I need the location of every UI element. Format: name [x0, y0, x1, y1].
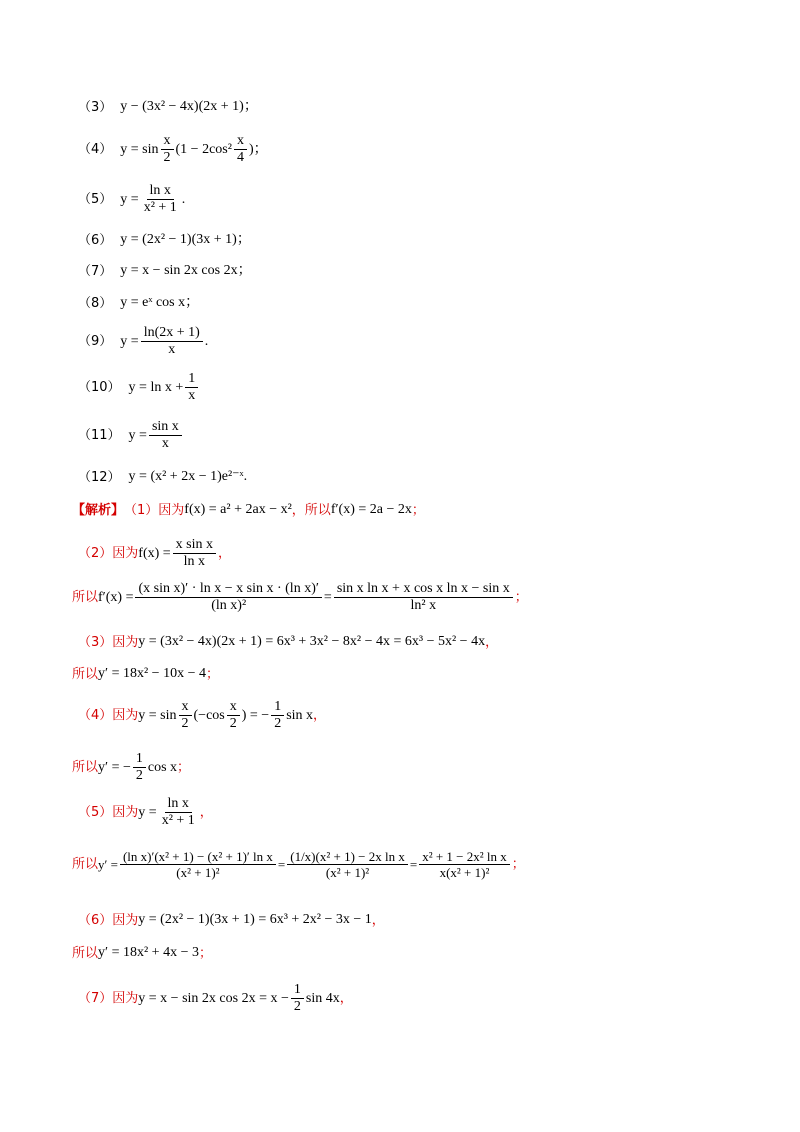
equals: = [277, 857, 286, 872]
fraction [133, 752, 146, 783]
punctuation: ， [218, 546, 232, 561]
problem-number: （5） [78, 192, 113, 207]
problem-expression: y − (3x² − 4x)(2x + 1)； [120, 99, 258, 114]
fraction [271, 700, 284, 731]
solution-2-result [72, 582, 528, 613]
step-label: （7）因为 [78, 991, 139, 1006]
expression-prefix: y′ = − [98, 759, 131, 775]
equals: = [323, 589, 332, 605]
denominator: 4 [236, 150, 244, 165]
numerator: (x sin x)′ · ln x − x sin x · (ln x)′ [135, 582, 321, 598]
punctuation: ； [514, 590, 528, 605]
solution-4 [78, 700, 326, 731]
fraction [287, 850, 408, 879]
denominator: 2 [181, 716, 189, 731]
expression-suffix: cos x [147, 759, 178, 775]
connector: 所以 [72, 945, 99, 961]
expression-prefix: y = [128, 427, 147, 443]
connector: 所以 [72, 666, 99, 682]
step-label: （3）因为 [78, 634, 139, 650]
problem-expression: y = (2x² − 1)(3x + 1)； [120, 232, 251, 247]
punctuation: ； [205, 666, 219, 682]
problem-12 [78, 470, 247, 484]
numerator: x [179, 700, 192, 716]
denominator: 2 [229, 716, 237, 731]
punctuation: ， [313, 708, 327, 723]
numerator: ln x [165, 797, 192, 813]
expansion: y = x − sin 2x cos 2x = x − [138, 990, 289, 1006]
problem-6 [78, 233, 251, 247]
problem-number: （3） [78, 99, 113, 115]
problem-9 [78, 326, 208, 357]
fraction [120, 850, 276, 879]
problem-number: （8） [78, 295, 113, 311]
problem-3 [78, 100, 258, 114]
expression-middle: (1 − 2cos² [175, 141, 232, 157]
numerator: x² + 1 − 2x² ln x [419, 850, 510, 865]
denominator: ln² x [410, 598, 437, 613]
solution-7 [78, 983, 353, 1014]
numerator: x [161, 134, 174, 150]
problem-number: （11） [78, 428, 121, 443]
denominator: x [168, 342, 176, 357]
punctuation: ， [339, 991, 353, 1006]
fraction [419, 850, 510, 879]
problem-number: （12） [78, 469, 121, 485]
denominator: x [161, 436, 169, 451]
numerator: sin x [149, 420, 182, 436]
expression-middle: (−cos [193, 707, 225, 723]
derivative: f′(x) = 2a − 2x [330, 502, 412, 517]
step-label: （6）因为 [78, 912, 139, 928]
fraction [135, 582, 321, 613]
fraction [141, 184, 180, 215]
solution-3-result [72, 667, 219, 681]
problem-number: （7） [78, 263, 113, 279]
problem-7 [78, 264, 252, 278]
expansion: y = (3x² − 4x)(2x + 1) = 6x³ + 3x² − 8x² − 4x = 6x³ − 5x² − 4x [138, 634, 486, 649]
expression-prefix: y′ = [98, 857, 118, 872]
denominator: (ln x)² [211, 598, 247, 613]
step-label: （2）因为 [78, 546, 139, 561]
numerator: 1 [133, 752, 146, 768]
numerator: ln x [147, 184, 174, 200]
expression-middle: ) = − [241, 707, 270, 723]
numerator: ln(2x + 1) [141, 326, 203, 342]
denominator: (x² + 1)² [176, 865, 220, 880]
derivative: y′ = 18x² + 4x − 3 [98, 945, 199, 960]
fraction [179, 700, 192, 731]
given-function: f(x) = a² + 2ax − x² [184, 502, 292, 517]
fraction [227, 700, 240, 731]
expression-suffix: sin 4x [305, 990, 340, 1006]
fraction [291, 983, 304, 1014]
step-label: （5）因为 [78, 805, 139, 820]
connector: ，所以 [291, 502, 331, 518]
step-label: （4）因为 [78, 708, 139, 723]
problem-4 [78, 134, 268, 165]
expression-prefix: y = [120, 333, 139, 349]
step-label: （1）因为 [124, 502, 185, 518]
expression-prefix: f(x) = [138, 545, 171, 561]
numerator: sin x ln x + x cos x ln x − sin x [334, 582, 513, 598]
numerator: 1 [185, 372, 198, 388]
fraction [161, 134, 174, 165]
solution-6 [78, 913, 385, 927]
denominator: 2 [293, 999, 301, 1014]
problem-11 [78, 420, 184, 451]
problem-number: （6） [78, 232, 113, 248]
fraction [185, 372, 198, 403]
problem-expression: y = x − sin 2x cos 2x； [120, 263, 252, 278]
solution-5-result [72, 850, 525, 879]
fraction [149, 420, 182, 451]
punctuation: ； [511, 857, 525, 872]
expansion: y = (2x² − 1)(3x + 1) = 6x³ + 2x² − 3x − 1 [138, 912, 372, 927]
derivative: y′ = 18x² − 10x − 4 [98, 666, 206, 681]
denominator: x² + 1 [161, 813, 195, 828]
solution-6-result [72, 946, 212, 960]
problem-5 [78, 184, 185, 215]
equals: = [409, 857, 418, 872]
expression-suffix: . [204, 333, 209, 349]
solution-5 [78, 797, 213, 828]
denominator: 2 [274, 716, 282, 731]
punctuation: ； [177, 760, 191, 775]
problem-10 [78, 372, 200, 403]
numerator: 1 [291, 983, 304, 999]
solution-2 [78, 538, 231, 569]
numerator: (1/x)(x² + 1) − 2x ln x [287, 850, 408, 865]
connector: 所以 [72, 857, 99, 872]
punctuation: ； [411, 502, 425, 518]
expression-suffix: )； [248, 141, 268, 157]
connector: 所以 [72, 760, 99, 775]
fraction [234, 134, 247, 165]
punctuation: ， [485, 634, 499, 650]
fraction [141, 326, 203, 357]
solution-1 [72, 503, 425, 517]
denominator: ln x [183, 554, 206, 569]
solution-3 [78, 635, 498, 649]
problem-expression: y = eˣ cos x； [120, 295, 200, 310]
punctuation: ， [199, 805, 213, 820]
expression-prefix: y = sin [138, 707, 177, 723]
solution-label: 【解析】 [72, 502, 125, 518]
numerator: x [234, 134, 247, 150]
denominator: x [188, 388, 196, 403]
expression-prefix: y = ln x + [128, 379, 184, 395]
expression-prefix: y = sin [120, 141, 159, 157]
problem-expression: y = (x² + 2x − 1)e²⁻ˣ. [128, 469, 248, 484]
fraction [334, 582, 513, 613]
denominator: x² + 1 [143, 200, 177, 215]
punctuation: ； [198, 945, 212, 961]
expression-prefix: f′(x) = [98, 589, 134, 605]
expression-suffix: . [181, 191, 186, 207]
numerator: (ln x)′(x² + 1) − (x² + 1)′ ln x [120, 850, 276, 865]
numerator: x [227, 700, 240, 716]
problem-number: （9） [78, 334, 113, 349]
numerator: 1 [271, 700, 284, 716]
fraction [159, 797, 198, 828]
numerator: x sin x [173, 538, 216, 554]
fraction [173, 538, 216, 569]
expression-prefix: y = [138, 804, 157, 820]
expression-suffix: sin x [286, 707, 314, 723]
denominator: x(x² + 1)² [439, 865, 490, 880]
denominator: 2 [135, 768, 143, 783]
solution-4-result [72, 752, 190, 783]
connector: 所以 [72, 590, 99, 605]
problem-8 [78, 296, 199, 310]
problem-number: （4） [78, 142, 113, 157]
problem-number: （10） [78, 380, 121, 395]
punctuation: ， [371, 912, 385, 928]
denominator: 2 [163, 150, 171, 165]
denominator: (x² + 1)² [325, 865, 370, 880]
expression-prefix: y = [120, 191, 139, 207]
